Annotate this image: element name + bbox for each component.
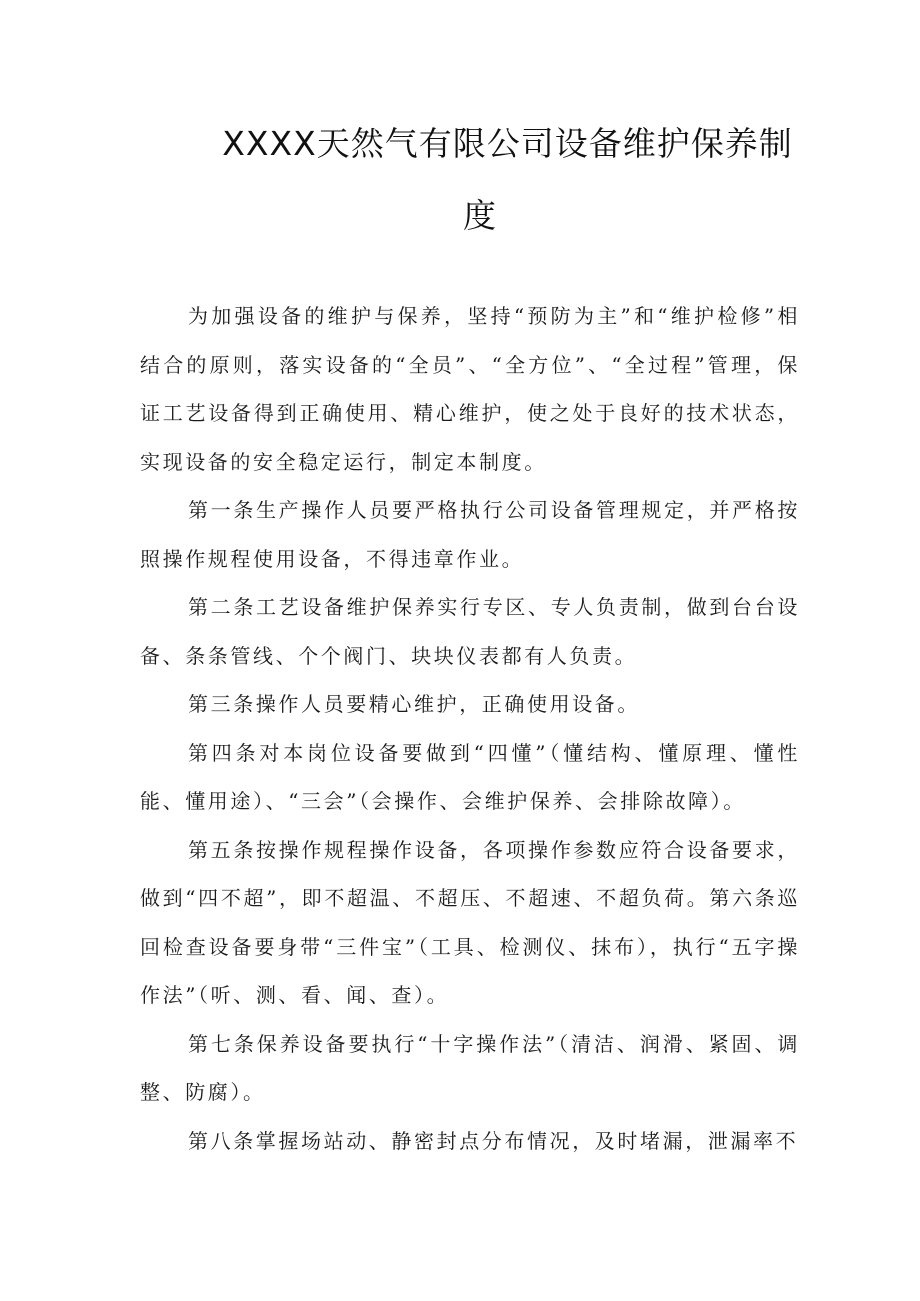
title-line-2: 度	[463, 196, 497, 235]
paragraph-article-1: 第一条生产操作人员要严格执行公司设备管理规定，并严格按照操作规程使用设备，不得违章作业。	[140, 498, 800, 571]
document-title	[140, 108, 820, 252]
paragraph-article-2: 第二条工艺设备维护保养实行专区、专人负责制，做到台台设备、条条管线、个个阀门、块块仪表都有人负责。	[140, 595, 800, 668]
paragraph-article-7: 第七条保养设备要执行“十字操作法”（清洁、润滑、紧固、调整、防腐）。	[140, 1031, 800, 1104]
paragraph-article-4: 第四条对本岗位设备要做到“四懂”（懂结构、懂原理、懂性能、懂用途）、“三会”（会操作、会维护保养、会排除故障）。	[140, 740, 800, 813]
document-body	[140, 292, 800, 1165]
title-line-1: XXXX天然气有限公司设备维护保养制	[222, 124, 793, 163]
paragraph-article-3: 第三条操作人员要精心维护，正确使用设备。	[188, 692, 640, 716]
paragraph-article-5-6: 第五条按操作规程操作设备，各项操作参数应符合设备要求，做到“四不超”，即不超温、不超压、不超速、不超负荷。第六条巡回检查设备要身带“三件宝”（工具、检测仪、抹布），执行“五字操作法”（听、测、看、闻、查）。	[140, 837, 800, 1007]
paragraph-article-8: 第八条掌握场站动、静密封点分布情况，及时堵漏，泄漏率不	[188, 1128, 799, 1153]
paragraph-intro: 为加强设备的维护与保养，坚持“预防为主”和“维护检修”相结合的原则，落实设备的“全员”、“全方位”、“全过程”管理，保证工艺设备得到正确使用、精心维护，使之处于良好的技术状态，实现设备的安全稳定运行，制定本制度。	[140, 304, 800, 474]
